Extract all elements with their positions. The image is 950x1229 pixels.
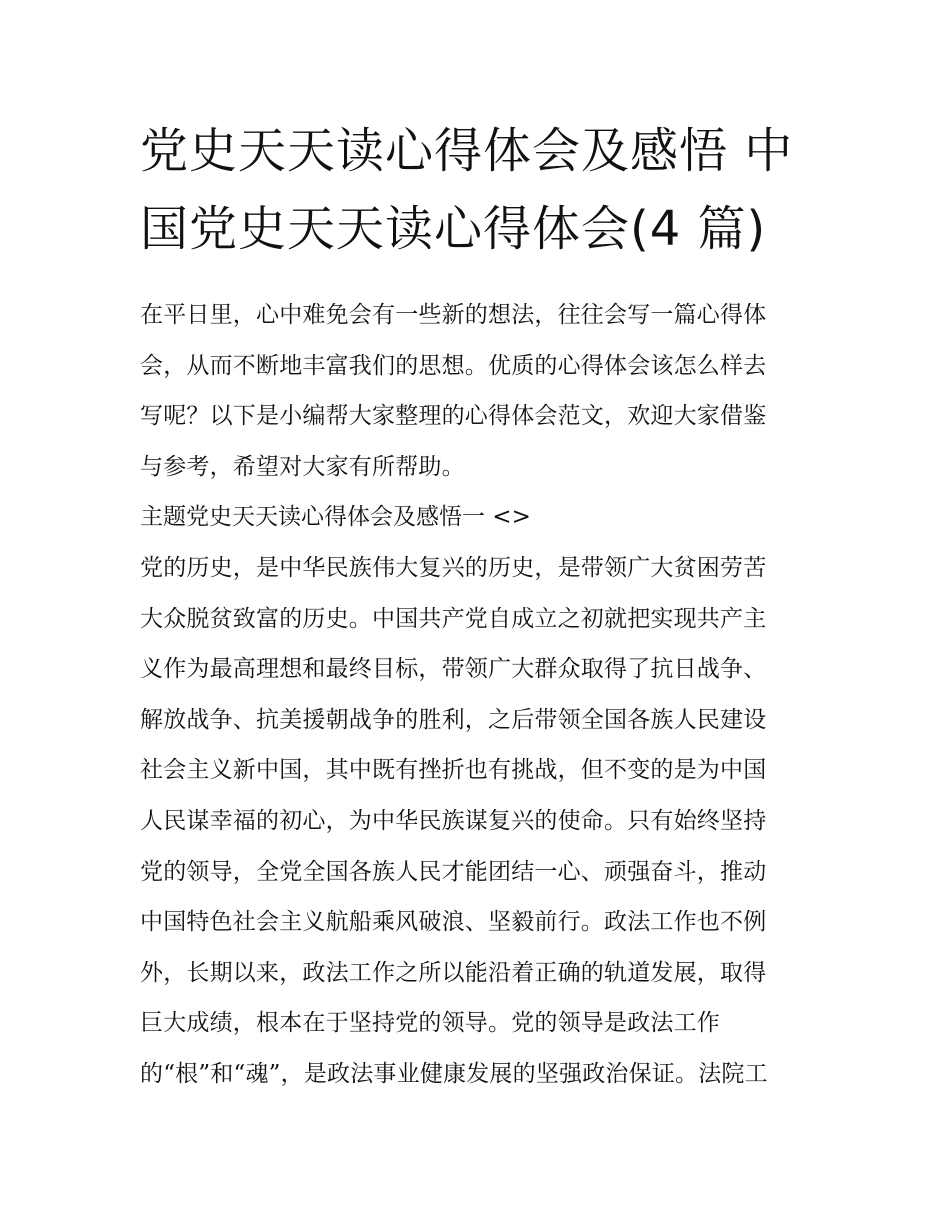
title-line: 党史天天读心得体会及感悟 中 (140, 123, 794, 179)
title-line: 国党史天天读心得体会(4 篇) (140, 201, 767, 257)
section-line: 社会主义新中国，其中既有挫折也有挑战，但不变的是为中国 (140, 757, 767, 784)
document-page (140, 112, 812, 1100)
section-line: 党的历史，是中华民族伟大复兴的历史，是带领广大贫困劳苦 (140, 554, 767, 581)
section-line: 的“根”和“魂”，是政法事业健康发展的坚强政治保证。法院工 (140, 1060, 768, 1087)
section-line: 党的领导，全党全国各族人民才能团结一心、顽强奋斗，推动 (140, 858, 767, 885)
section-line: 义作为最高理想和最终目标，带领广大群众取得了抗日战争、 (140, 656, 767, 683)
section-heading: 主题党史天天读心得体会及感悟一 <> (140, 504, 531, 531)
intro-line: 在平日里，心中难免会有一些新的想法，往往会写一篇心得体 (140, 302, 767, 328)
intro-line: 写呢？以下是小编帮大家整理的心得体会范文，欢迎大家借鉴 (140, 403, 767, 430)
intro-line: 与参考，希望对大家有所帮助。 (140, 453, 465, 480)
section-line: 中国特色社会主义航船乘风破浪、坚毅前行。政法工作也不例 (140, 909, 767, 936)
section-line: 解放战争、抗美援朝战争的胜利，之后带领全国各族人民建设 (140, 706, 767, 733)
intro-paragraph (140, 290, 812, 492)
section-line: 外，长期以来，政法工作之所以能沿着正确的轨道发展，取得 (140, 959, 767, 986)
section-line: 巨大成绩，根本在于坚持党的领导。党的领导是政法工作 (140, 1010, 720, 1037)
intro-line: 会，从而不断地丰富我们的思想。优质的心得体会该怎么样去 (140, 352, 767, 379)
section-line: 人民谋幸福的初心，为中华民族谋复兴的使命。只有始终坚持 (140, 807, 767, 834)
section-paragraph (140, 543, 812, 1100)
section-line: 大众脱贫致富的历史。中国共产党自成立之初就把实现共产主 (140, 605, 767, 632)
document-title (140, 112, 812, 268)
